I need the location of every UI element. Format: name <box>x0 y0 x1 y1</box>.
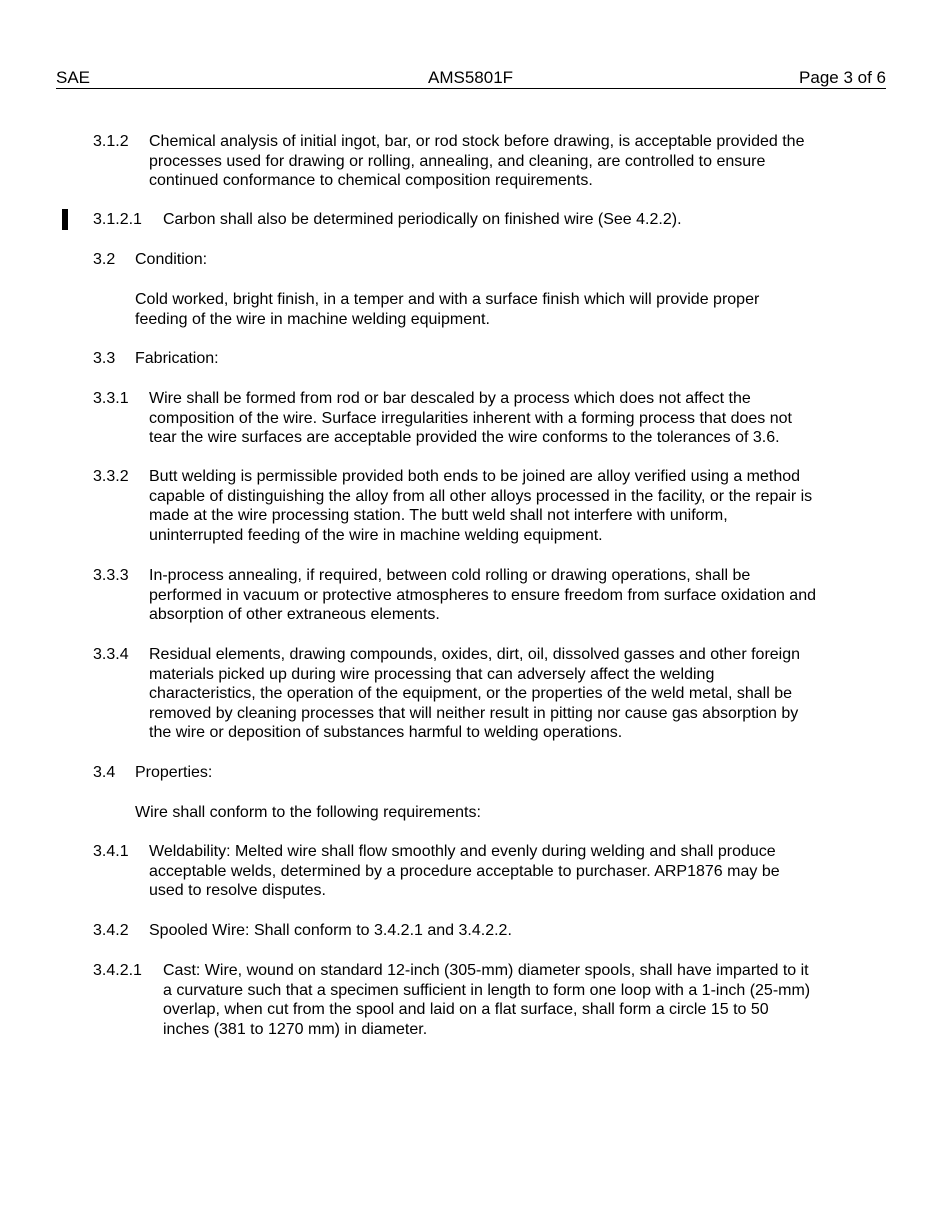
header-page-number: Page 3 of 6 <box>799 68 886 87</box>
section-number: 3.1.2.1 <box>93 211 142 228</box>
section-number: 3.4.1 <box>93 843 129 860</box>
section-text <box>135 803 481 823</box>
section-text <box>149 645 800 743</box>
section-heading <box>135 763 212 783</box>
text-line: Cold worked, bright finish, in a temper and with a surface finish which will provide proper <box>135 291 760 308</box>
section-text <box>149 566 816 625</box>
text-line: continued conformance to chemical composition requirements. <box>149 172 593 190</box>
text-line: capable of distinguishing the alloy from all other alloys processed in the facility, or the repair is <box>149 487 813 505</box>
text-line: characteristics, the operation of the equipment, or the properties of the weld metal, shall be <box>149 685 793 703</box>
section-number: 3.3.1 <box>93 390 129 407</box>
text-line: inches (381 to 1270 mm) in diameter. <box>163 1020 428 1038</box>
text-line: the wire or deposition of substances harmful to welding operations. <box>149 724 623 742</box>
section-number: 3.2 <box>93 251 116 268</box>
text-line: made at the wire processing station. The butt weld shall not interfere with uniform, <box>149 507 728 525</box>
text-line: Spooled Wire: Shall conform to 3.4.2.1 and 3.4.2.2. <box>149 922 512 939</box>
section-text <box>149 921 512 941</box>
section-number: 3.3.3 <box>93 567 129 584</box>
text-line: Chemical analysis of initial ingot, bar, or rod stock before drawing, is acceptable provided the <box>149 133 805 150</box>
header-doc-number: AMS5801F <box>428 68 514 87</box>
text-line: removed by cleaning processes that will neither result in pitting nor cause gas absorption by <box>149 704 799 722</box>
text-line: a curvature such that a specimen sufficient in length to form one loop with a 1-inch (25-mm) <box>163 981 811 999</box>
section-number: 3.3 <box>93 350 116 367</box>
section-text <box>149 389 792 448</box>
heading-text: Fabrication: <box>135 350 219 367</box>
text-line: materials picked up during wire processing that can adversely affect the welding <box>149 665 715 683</box>
section-number: 3.4.2 <box>93 922 129 939</box>
text-line: In-process annealing, if required, between cold rolling or drawing operations, shall be <box>149 567 751 584</box>
section-number: 3.3.2 <box>93 468 129 485</box>
header-org: SAE <box>56 68 91 87</box>
text-line: feeding of the wire in machine welding equipment. <box>135 310 490 328</box>
text-line: composition of the wire. Surface irregularities inherent with a forming process that does not <box>149 409 792 427</box>
text-line: Carbon shall also be determined periodically on finished wire (See 4.2.2). <box>163 211 682 228</box>
section-number: 3.1.2 <box>93 133 129 150</box>
section-text <box>163 961 810 1039</box>
text-line: Wire shall be formed from rod or bar descaled by a process which does not affect the <box>149 390 751 407</box>
text-line: Weldability: Melted wire shall flow smoothly and evenly during welding and shall produce <box>149 843 776 860</box>
text-line: performed in vacuum or protective atmospheres to ensure freedom from surface oxidation and <box>149 586 816 604</box>
section-number: 3.3.4 <box>93 646 129 663</box>
revision-change-bar <box>62 209 68 230</box>
text-line: acceptable welds, determined by a procedure acceptable to purchaser. ARP1876 may be <box>149 862 780 880</box>
section-text <box>149 842 780 901</box>
section-text <box>135 290 759 329</box>
text-line: processes used for drawing or rolling, annealing, and cleaning, are controlled to ensure <box>149 152 766 170</box>
text-line: Cast: Wire, wound on standard 12-inch (305-mm) diameter spools, shall have imparted to it <box>163 962 809 979</box>
page-header <box>56 68 886 89</box>
text-line: tear the wire surfaces are acceptable provided the wire conforms to the tolerances of 3.6. <box>149 429 780 447</box>
section-heading <box>135 349 219 369</box>
heading-text: Condition: <box>135 251 208 268</box>
text-line: Wire shall conform to the following requirements: <box>135 804 481 821</box>
section-text <box>149 132 804 191</box>
text-line: overlap, when cut from the spool and laid on a flat surface, shall form a circle 15 to 50 <box>163 1001 769 1019</box>
text-line: uninterrupted feeding of the wire in machine welding equipment. <box>149 526 603 544</box>
text-line: used to resolve disputes. <box>149 882 326 900</box>
section-text <box>163 210 682 230</box>
heading-text: Properties: <box>135 764 213 781</box>
section-number: 3.4.2.1 <box>93 962 142 979</box>
text-line: absorption of other extraneous elements. <box>149 606 440 624</box>
section-heading <box>135 250 207 270</box>
text-line: Residual elements, drawing compounds, oxides, dirt, oil, dissolved gasses and other foreign <box>149 646 801 663</box>
section-text <box>149 467 812 545</box>
text-line: Butt welding is permissible provided both ends to be joined are alloy verified using a method <box>149 468 801 485</box>
section-number: 3.4 <box>93 764 116 781</box>
